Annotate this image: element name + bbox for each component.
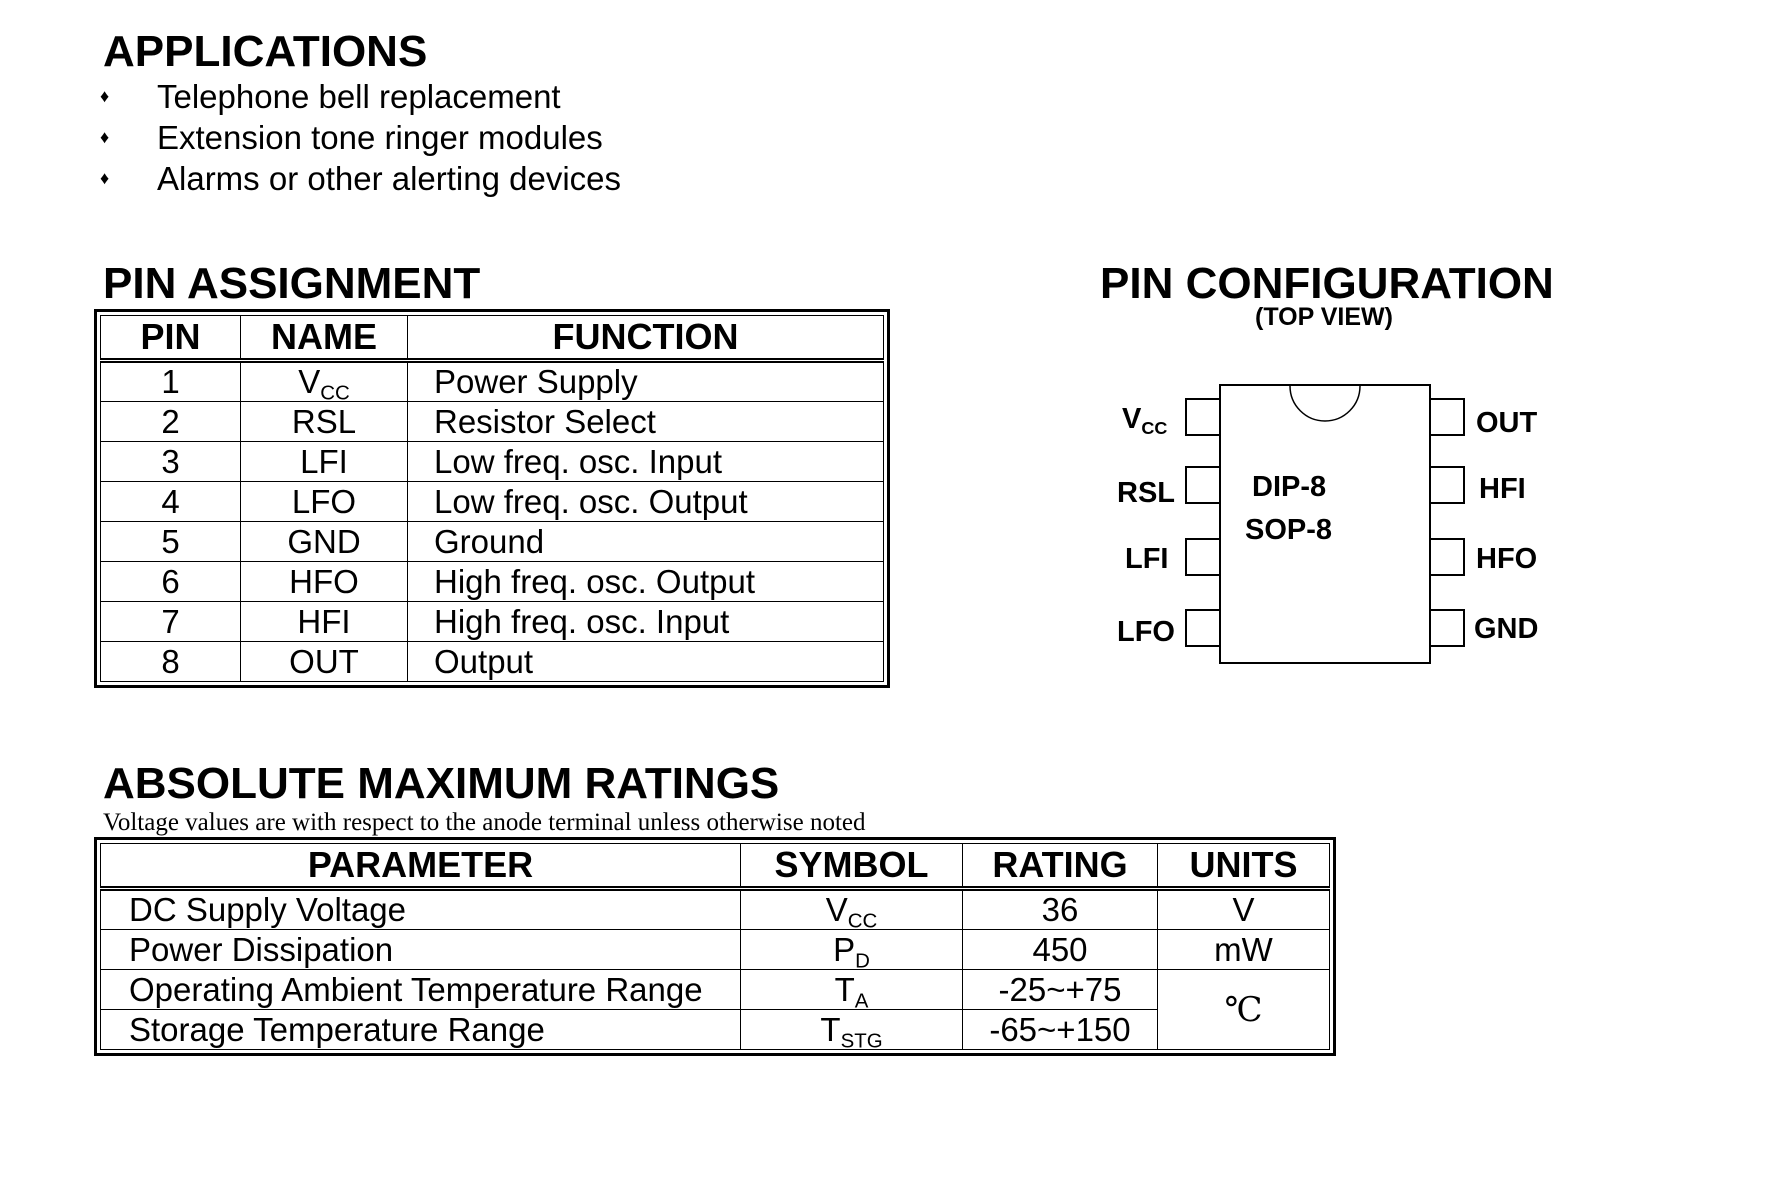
pin-name-text: GND (287, 522, 361, 560)
pin-pad-icon (1430, 399, 1464, 435)
pin-name-cell (241, 562, 408, 602)
pin-assignment-heading: PIN ASSIGNMENT (103, 259, 481, 308)
pin-assignment-table (100, 315, 884, 682)
pin-label-rsl: RSL (1117, 477, 1175, 509)
table-row (101, 482, 884, 522)
table-row (101, 361, 884, 402)
symbol-sub: D (855, 949, 870, 973)
symbol-text: T (834, 970, 855, 1008)
column-header-units: UNITS (1158, 844, 1330, 889)
diamond-bullet-icon: ♦ (100, 127, 110, 147)
rating-cell: 36 (963, 889, 1158, 930)
parameter-cell: Operating Ambient Temperature Range (101, 970, 741, 1010)
table-row (101, 970, 1330, 1010)
pin-pad-icon (1430, 610, 1464, 646)
pin-assignment-body (101, 361, 884, 682)
table-row (101, 889, 1330, 930)
pin-pad-icon (1186, 539, 1220, 575)
symbol-sub: A (854, 989, 869, 1013)
pin-name-cell (241, 442, 408, 482)
table-row (101, 402, 884, 442)
table-row (101, 642, 884, 682)
pin-name-cell (241, 361, 408, 405)
pin-name-text: LFO (291, 482, 357, 520)
pin-configuration-heading: PIN CONFIGURATION (1100, 259, 1554, 308)
rating-cell: 450 (963, 930, 1158, 970)
pin-number-cell: 2 (101, 402, 241, 442)
ratings-heading: ABSOLUTE MAXIMUM RATINGS (103, 759, 780, 808)
units-cell: V (1158, 889, 1330, 930)
column-header-symbol: SYMBOL (741, 844, 963, 889)
table-row (101, 1010, 1330, 1050)
symbol-sub: STG (840, 1029, 883, 1053)
pin-name-text: RSL (291, 402, 357, 440)
pin-name-text: LFI (300, 442, 348, 480)
pin-number-cell: 1 (101, 361, 241, 402)
pin-function-cell: Resistor Select (408, 402, 884, 442)
pin-label-hfi: HFI (1479, 473, 1526, 505)
pin-function-cell: High freq. osc. Output (408, 562, 884, 602)
table-row (101, 602, 884, 642)
parameter-cell: Power Dissipation (101, 930, 741, 970)
pin-function-cell: Low freq. osc. Output (408, 482, 884, 522)
units-cell: mW (1158, 930, 1330, 970)
table-row (101, 930, 1330, 970)
package-label-sop: SOP-8 (1245, 514, 1333, 546)
pin-name-cell (241, 522, 408, 562)
symbol-sub: CC (847, 909, 878, 933)
symbol-cell (741, 970, 963, 1013)
column-header-function: FUNCTION (408, 316, 884, 361)
pin-label-lfo: LFO (1117, 616, 1175, 648)
package-label-dip: DIP-8 (1252, 471, 1327, 503)
column-header-rating: RATING (963, 844, 1158, 889)
symbol-cell (741, 930, 963, 973)
table-row (101, 562, 884, 602)
pin-pad-icon (1186, 610, 1220, 646)
pin-function-cell: Low freq. osc. Input (408, 442, 884, 482)
pin-label-lfi: LFI (1125, 543, 1169, 575)
column-header-name: NAME (241, 316, 408, 361)
pin-function-cell: Power Supply (408, 361, 884, 402)
pin-number-cell: 4 (101, 482, 241, 522)
diamond-bullet-icon: ♦ (100, 86, 110, 106)
list-item (100, 158, 621, 199)
pin-pad-icon (1430, 539, 1464, 575)
symbol-text: T (820, 1010, 841, 1048)
rating-cell: -65~+150 (963, 1010, 1158, 1050)
pin-name-cell (241, 482, 408, 522)
pin-number-cell: 6 (101, 562, 241, 602)
parameter-cell: Storage Temperature Range (101, 1010, 741, 1050)
application-text: Telephone bell replacement (157, 78, 561, 115)
application-text: Alarms or other alerting devices (157, 160, 622, 197)
applications-list (100, 76, 621, 199)
units-cell-temperature: ℃ (1158, 970, 1330, 1050)
ratings-note: Voltage values are with respect to the anode terminal unless otherwise noted (103, 809, 866, 836)
applications-heading: APPLICATIONS (103, 27, 428, 76)
pin-number-cell: 5 (101, 522, 241, 562)
pin-label-gnd: GND (1474, 613, 1539, 645)
pin-name-text: OUT (289, 642, 359, 680)
symbol-cell (741, 889, 963, 933)
pin-label-out: OUT (1476, 407, 1538, 439)
diamond-bullet-icon: ♦ (100, 168, 110, 188)
pin-name-sub: CC (320, 381, 350, 405)
list-item (100, 117, 621, 158)
ratings-table (100, 843, 1330, 1053)
list-item (100, 76, 621, 117)
pin-name-cell (241, 642, 408, 682)
pin-name-text: HFI (297, 602, 351, 640)
pin-number-cell: 8 (101, 642, 241, 682)
application-text: Extension tone ringer modules (157, 119, 603, 156)
parameter-cell: DC Supply Voltage (101, 889, 741, 930)
pin-number-cell: 3 (101, 442, 241, 482)
pin-name-text: HFO (289, 562, 359, 600)
pin-function-cell: High freq. osc. Input (408, 602, 884, 642)
pin-function-cell: Ground (408, 522, 884, 562)
pin-pad-icon (1430, 467, 1464, 503)
symbol-cell (741, 1010, 963, 1053)
ratings-table-frame (94, 837, 1336, 1056)
column-header-pin: PIN (101, 316, 241, 361)
column-header-parameter: PARAMETER (101, 844, 741, 889)
pin-configuration-subheading: (TOP VIEW) (1255, 303, 1393, 331)
pin-name-text: V (298, 363, 321, 400)
pin-pad-icon (1186, 399, 1220, 435)
pin-label-text: V (1122, 403, 1142, 435)
rating-cell: -25~+75 (963, 970, 1158, 1010)
pin-number-cell: 7 (101, 602, 241, 642)
table-row (101, 522, 884, 562)
symbol-text: P (833, 930, 856, 968)
pin-assignment-table-frame (94, 309, 890, 688)
pin-name-cell (241, 402, 408, 442)
table-row (101, 442, 884, 482)
pin-label-vcc (1122, 403, 1168, 438)
symbol-text: V (825, 891, 848, 928)
pin-function-cell: Output (408, 642, 884, 682)
pin-pad-icon (1186, 467, 1220, 503)
pin-name-cell (241, 602, 408, 642)
pin-label-hfo: HFO (1476, 543, 1538, 575)
pin-label-sub: CC (1141, 417, 1168, 438)
